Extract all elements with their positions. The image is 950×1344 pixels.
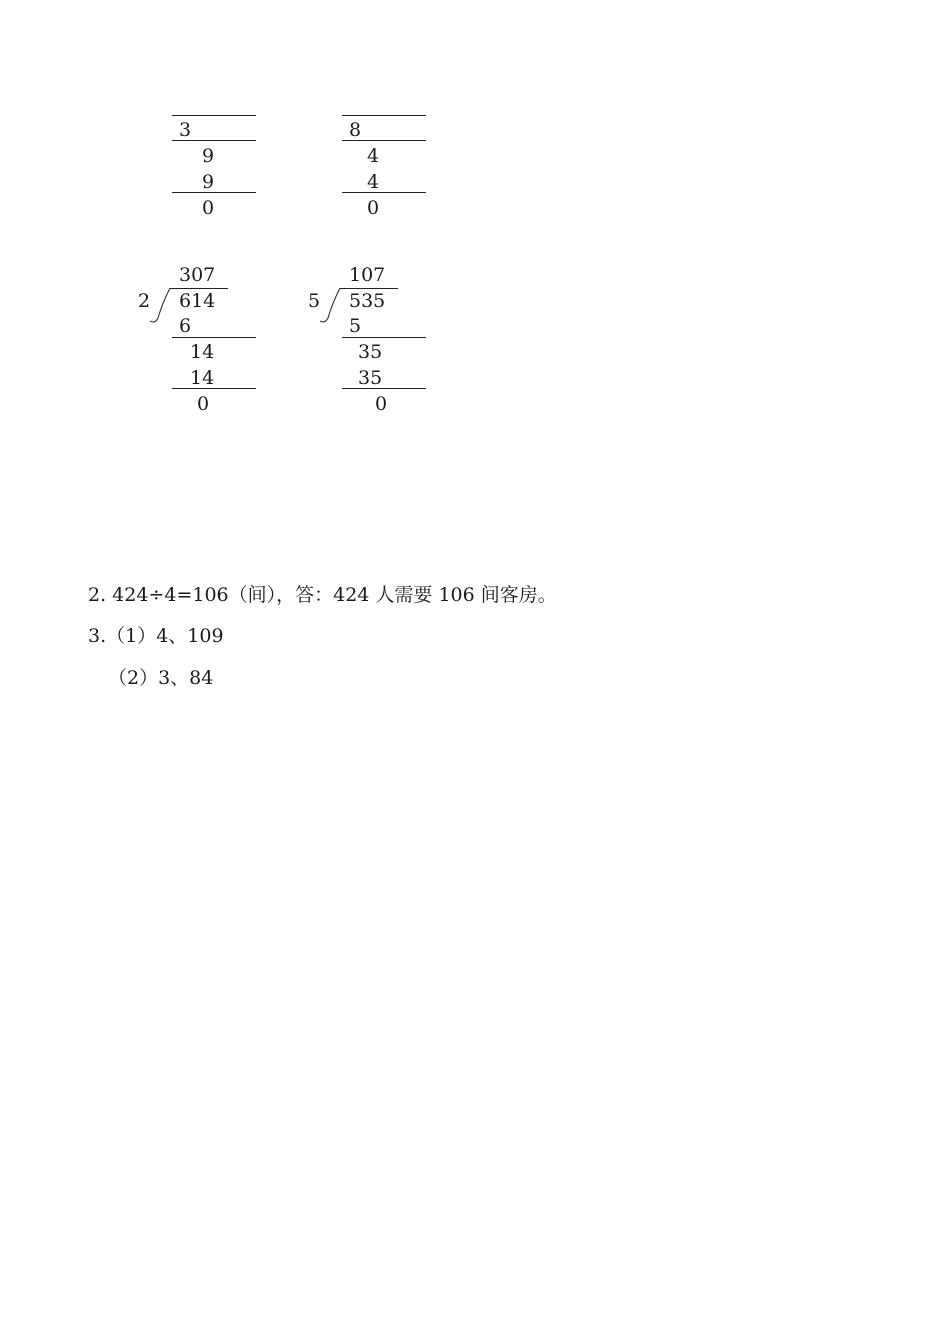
digit: 0 <box>202 197 215 219</box>
digit: 9 <box>202 145 215 167</box>
dividend: 535 <box>349 290 386 312</box>
division-bar <box>170 288 228 289</box>
rule-line <box>342 115 426 116</box>
digit: 9 <box>202 171 215 193</box>
remainder: 0 <box>197 393 210 415</box>
digit: 8 <box>349 119 362 141</box>
rule-line <box>172 388 256 389</box>
rule-line <box>172 140 256 141</box>
divisor: 2 <box>138 290 151 312</box>
step-value: 35 <box>358 341 383 363</box>
digit: 4 <box>367 145 380 167</box>
digit: 3 <box>179 119 192 141</box>
rule-line <box>172 192 256 193</box>
digit: 4 <box>367 171 380 193</box>
division-bar <box>340 288 398 289</box>
rule-line <box>172 115 256 116</box>
answer-2: 2. 424÷4=106（间），答：424 人需要 106 间客房。 <box>88 584 557 606</box>
step-product: 35 <box>358 367 383 389</box>
remainder: 0 <box>375 393 388 415</box>
answer-3-2: （2）3、84 <box>108 667 214 689</box>
step-value: 14 <box>190 341 215 363</box>
rule-line <box>342 192 426 193</box>
rule-line <box>342 337 426 338</box>
divisor: 5 <box>308 290 321 312</box>
division-bracket <box>146 288 176 328</box>
dividend: 614 <box>179 290 216 312</box>
answer-3-1: 3.（1）4、109 <box>88 625 224 647</box>
division-bracket <box>316 288 346 328</box>
step-product: 6 <box>179 315 192 337</box>
digit: 0 <box>367 197 380 219</box>
rule-line <box>172 337 256 338</box>
step-product: 5 <box>349 315 362 337</box>
quotient: 307 <box>179 264 216 286</box>
quotient: 107 <box>349 264 386 286</box>
rule-line <box>342 388 426 389</box>
step-product: 14 <box>190 367 215 389</box>
rule-line <box>342 140 426 141</box>
